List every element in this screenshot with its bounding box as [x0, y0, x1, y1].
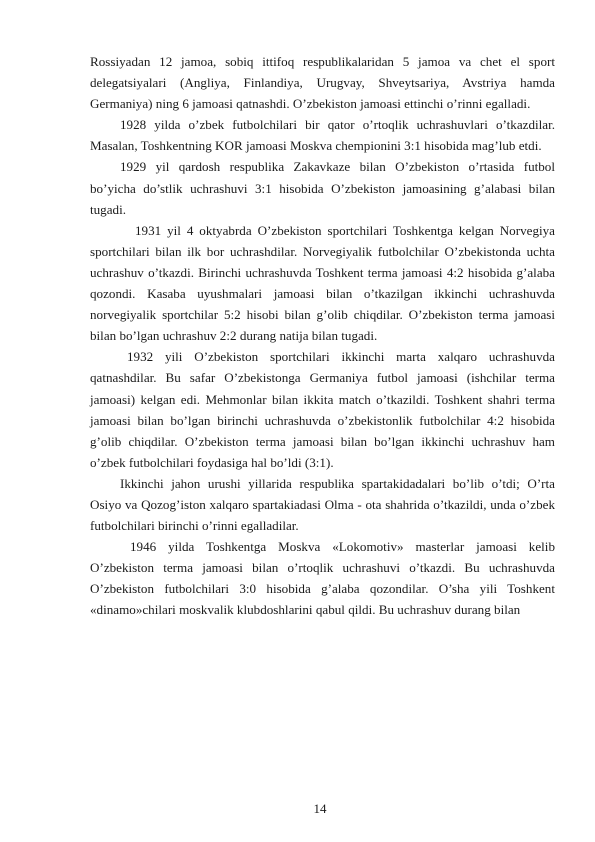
paragraph-1931: 1931 yil 4 oktyabrda O’zbekiston sportchilari Toshkentga kelgan Norvegiya sportchilari bilan ilk bor uchrashdilar. Norvegiyalik futbolchilar O’zbekistonda uchta uchrashuv o’tkazdi. Birinchi uchrashuvda Toshkent terma jamoasi 4:2 hisobida g’alaba qozondi. Kasaba uyushmalari jamoasi bilan o’tkazilgan ikkinchi uchrashuvda norvegiyalik sportchilar 5:2 hisobi bilan g’olib chiqdilar. O’zbekiston terma jamoasi bilan bo’lgan uchrashuv 2:2 durang natija bilan tugadi.: [90, 222, 555, 344]
paragraph-1946: 1946 yilda Toshkentga Moskva «Lokomotiv» masterlar jamoasi kelib O’zbekiston terma jamoasi bilan o’rtoqlik uchrashuvi o’tkazdi. Bu uchrashuvda O’zbekiston futbolchilari 3:0 hisobida g’alaba qozondilar. O’sha yili Toshkent «dinamo»chilari moskvalik klubdoshlarini qabul qildi. Bu uchrashuv durang bilan: [90, 539, 555, 618]
paragraph-1929: 1929 yil qardosh respublika Zakavkaze bilan O’zbekiston o’rtasida futbol bo’yicha do’stlik uchrashuvi 3:1 hisobida O’zbekiston jamoasining g’alabasi bilan tugadi.: [90, 159, 555, 217]
paragraph-1932: 1932 yili O’zbekiston sportchilari ikkinchi marta xalqaro uchrashuvda qatnashdilar. Bu safar O’zbekistonga Germaniya futbol jamoasi (ishchilar terma jamoasi) kelgan edi. Mehmonlar bilan ikkita match o’tkazildi. Toshkent shahri terma jamoasi bilan bo’lgan birinchi uchrashuvda o’zbekistonlik futbolchilar 4:2 hisobida g’olib chiqdilar. O’zbekiston terma jamoasi bilan bo’lgan ikkinchi uchrashuv ham o’zbek futbolchilari foydasiga hal bo’ldi (3:1).: [90, 349, 555, 470]
paragraph-war-years: Ikkinchi jahon urushi yillarida respublika spartakidadalari bo’lib o’tdi; O’rta Osiyo va Qozog’iston xalqaro spartakiadasi Olma - ota shahrida o’tkazildi, unda o’zbek futbolchilari birinchi o’rinni egalladilar.: [90, 475, 555, 534]
page-number: 14: [313, 801, 327, 816]
paragraph-intro: Rossiyadan 12 jamoa, sobiq ittifoq respublikalaridan 5 jamoa va chet el sport delegatsiyalari (Angliya, Finlandiya, Urugvay, Shveytsariya, Avstriya hamda Germaniya) ning 6 jamoasi qatnashdi. O’zbekiston jamoasi ettinchi o’rinni egalladi.: [90, 54, 555, 112]
paragraph-1928: 1928 yilda o’zbek futbolchilari bir qator o’rtoqlik uchrashuvlari o’tkazdilar. Masalan, Toshkentning KOR jamoasi Moskva chempionini 3:1 hisobida mag’lub etdi.: [90, 117, 555, 154]
document-body: [90, 51, 555, 621]
